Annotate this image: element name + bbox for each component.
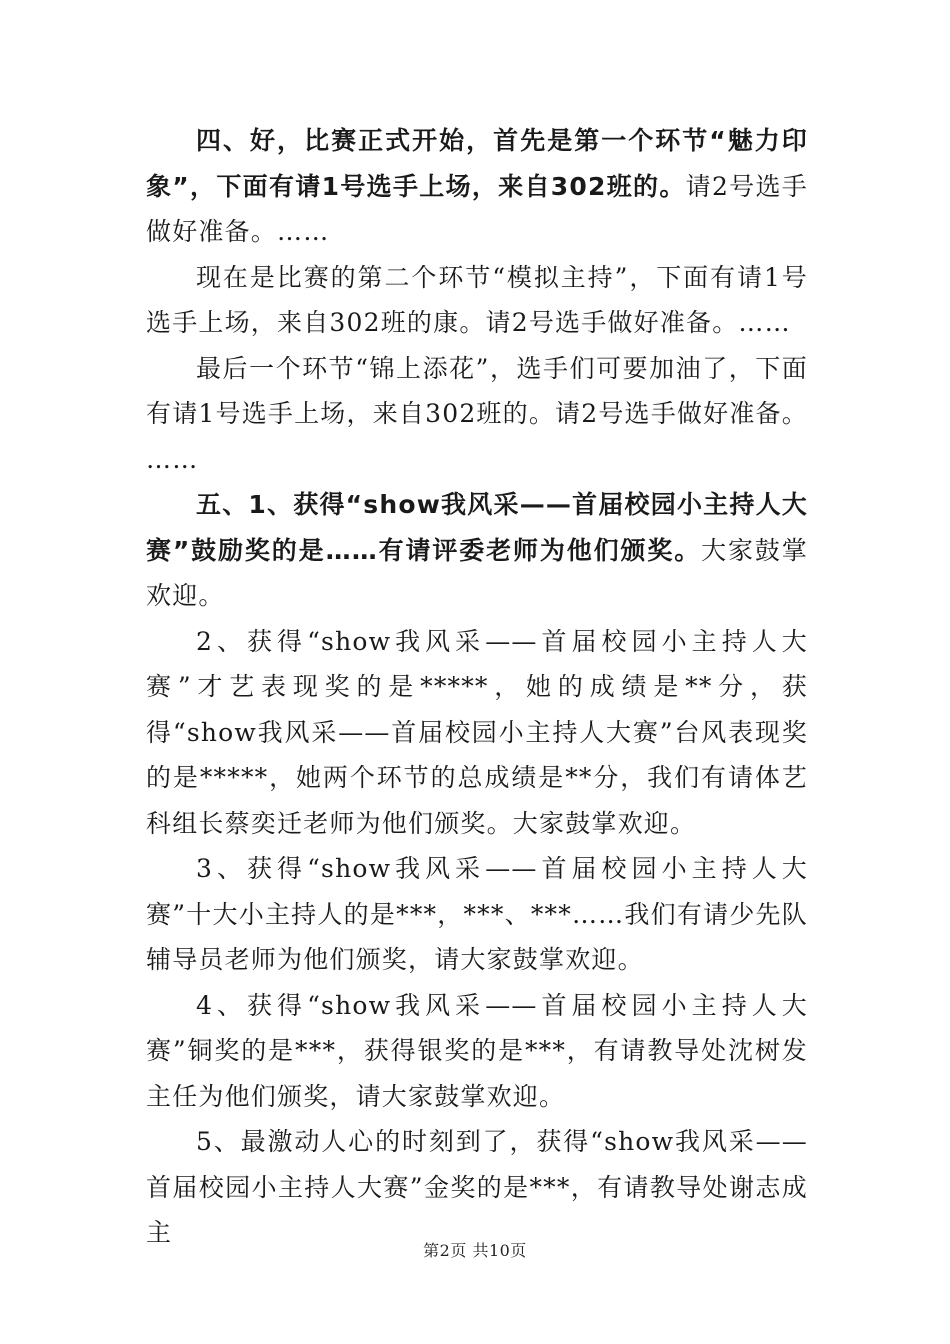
paragraph-ellipsis [146, 437, 808, 483]
paragraph-text: 现在是比赛的第二个环节“模拟主持”，下面有请1号选手上场，来自302班的康。请2号选手做好准备。…… [146, 262, 808, 337]
paragraph-text: …… [146, 444, 199, 474]
paragraph-text: 请2号选手做好准备。…… [146, 171, 808, 246]
paragraph-bold-text: 四、好，比赛正式开始，首先是第一个环节“魅力印象”，下面有请1号选手上场，来自302班的。 [146, 126, 808, 201]
paragraph-section-5 [146, 482, 808, 619]
paragraph-text: 3、获得“show我风采——首届校园小主持人大赛”十大小主持人的是***，***、***……我们有请少先队辅导员老师为他们颁奖，请大家鼓掌欢迎。 [146, 854, 808, 974]
paragraph-text: 最后一个环节“锦上添花”，选手们可要加油了，下面有请1号选手上场，来自302班的。请2号选手做好准备。 [146, 353, 808, 428]
page-number: 第2页 共10页 [423, 1241, 527, 1260]
document-body [146, 118, 808, 1256]
paragraph-text: 4、获得“show我风采——首届校园小主持人大赛”铜奖的是***，获得银奖的是***，有请教导处沈树发主任为他们颁奖，请大家鼓掌欢迎。 [146, 990, 808, 1111]
paragraph-text: 大家鼓掌欢迎。 [146, 535, 808, 610]
paragraph-award-3 [146, 846, 808, 983]
paragraph-text: 2、获得“show我风采——首届校园小主持人大赛”才艺表现奖的是*****，她的成绩是**分，获得“show我风采——首届校园小主持人大赛”台风表现奖的是*****，她两个环节的总成绩是**分，我们有请体艺科组长蔡奕迁老师为他们颁奖。大家鼓掌欢迎。 [146, 626, 808, 838]
paragraph-award-5 [146, 1119, 808, 1256]
paragraph-bold-text: 五、1、获得“show我风采——首届校园小主持人大赛”鼓励奖的是……有请评委老师为他们颁奖。 [146, 490, 808, 565]
paragraph-award-4 [146, 983, 808, 1120]
paragraph-section-4 [146, 118, 808, 255]
page-footer [0, 1238, 950, 1261]
paragraph-award-2 [146, 619, 808, 847]
paragraph-round-2 [146, 255, 808, 346]
paragraph-round-3 [146, 346, 808, 437]
paragraph-text: 5、最激动人心的时刻到了，获得“show我风采——首届校园小主持人大赛”金奖的是***，有请教导处谢志成主 [146, 1127, 808, 1247]
